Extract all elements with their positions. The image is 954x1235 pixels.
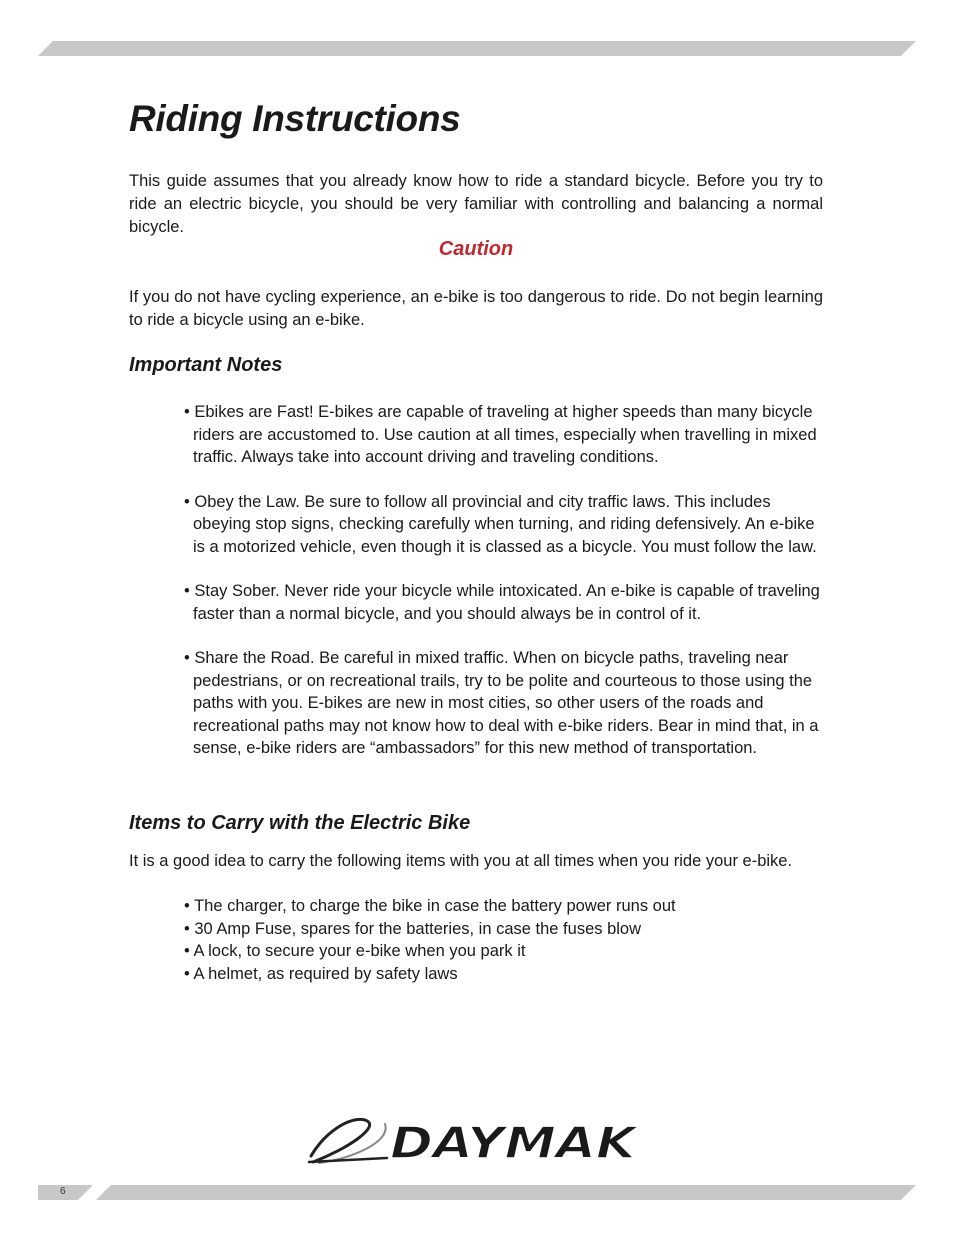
list-item: • Stay Sober. Never ride your bicycle while intoxicated. An e-bike is capable of traveling faster than a normal bicycle, and you should always be in control of it.	[184, 582, 820, 623]
caution-paragraph: If you do not have cycling experience, an e-bike is too dangerous to ride. Do not begin learning to ride a bicycle using an e-bike.	[129, 288, 823, 329]
logo-wordmark: DAYMAK	[390, 1118, 640, 1168]
page-number: 6	[60, 1186, 66, 1197]
daymak-logo	[305, 1112, 650, 1168]
header-band	[38, 41, 916, 56]
intro-paragraph: This guide assumes that you already know how to ride a standard bicycle. Before you try to ride an electric bicycle, you should be very familiar with controlling and balancing a normal bicycle.	[129, 172, 823, 236]
list-item: • Ebikes are Fast! E-bikes are capable of traveling at higher speeds than many bicycle riders are accustomed to. Use caution at all times, especially when travelling in mixed traffic. Always take into account driving and traveling conditions.	[184, 403, 817, 466]
list-item: • Share the Road. Be careful in mixed traffic. When on bicycle paths, traveling near pedestrians, or on recreational trails, try to be polite and courteous to those using the paths with you. E-bikes are new in most cities, so other users of the roads and recreational paths may not know how to deal with e-bike riders. Bear in mind that, in a sense, e-bike riders are “ambassadors” for this new method of transportation.	[184, 649, 819, 757]
caution-heading: Caution	[438, 238, 514, 260]
list-item: • A helmet, as required by safety laws	[184, 964, 458, 983]
important-notes-list	[184, 401, 824, 782]
footer-band	[96, 1185, 916, 1200]
list-item: • 30 Amp Fuse, spares for the batteries, in case the fuses blow	[184, 919, 642, 938]
items-to-carry-heading: Items to Carry with the Electric Bike	[129, 812, 471, 834]
important-notes-heading: Important Notes	[129, 354, 283, 376]
items-to-carry-list	[184, 895, 824, 985]
items-to-carry-intro: It is a good idea to carry the following items with you at all times when you ride your e-bike.	[129, 852, 793, 870]
swoosh-icon	[309, 1119, 387, 1163]
list-item: • A lock, to secure your e-bike when you park it	[184, 942, 526, 960]
list-item: • Obey the Law. Be sure to follow all provincial and city traffic laws. This includes obeying stop signs, checking carefully when turning, and riding defensively. An e-bike is a motorized vehicle, even though it is classed as a bicycle. You must follow the law.	[184, 492, 817, 556]
list-item: • The charger, to charge the bike in case the battery power runs out	[184, 897, 676, 915]
page-title: Riding Instructions	[129, 98, 461, 139]
